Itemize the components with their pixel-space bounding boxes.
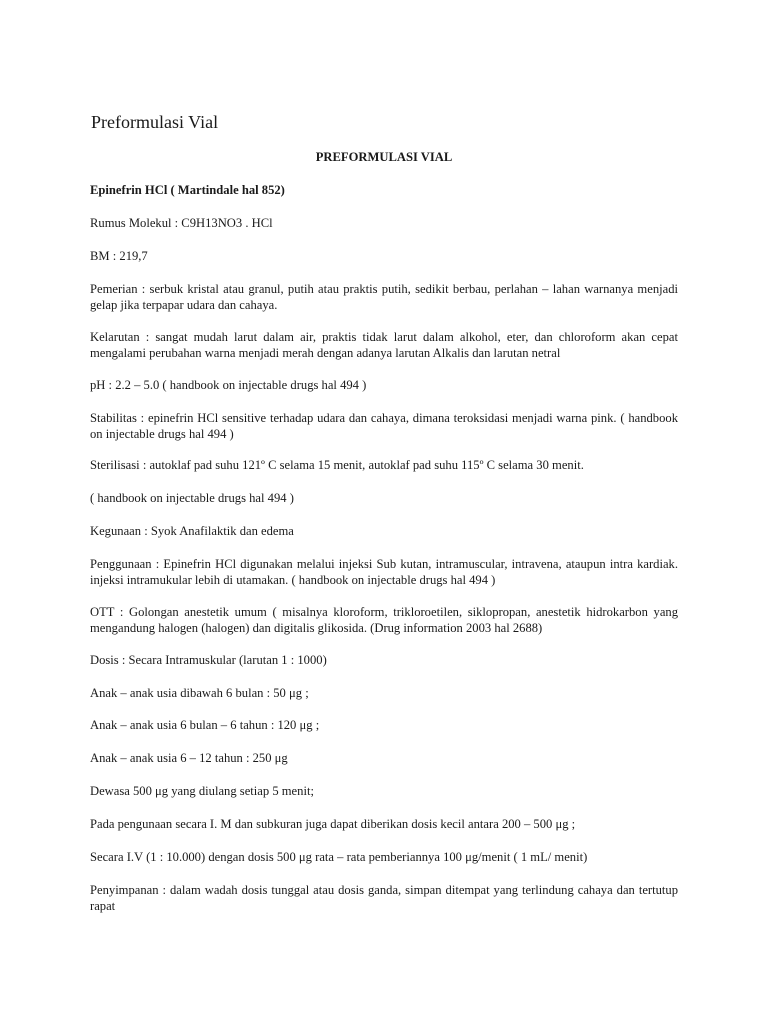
- dosis-dewasa: Dewasa 500 μg yang diulang setiap 5 menit;: [90, 784, 314, 798]
- kegunaan-paragraph: Kegunaan : Syok Anafilaktik dan edema: [90, 524, 294, 538]
- bm-paragraph: BM : 219,7: [90, 249, 148, 263]
- sterilisasi-paragraph: Sterilisasi : autoklaf pad suhu 121º C selama 15 menit, autoklaf pad suhu 115º C selama 30 menit.: [90, 458, 584, 472]
- drug-subheading: Epinefrin HCl ( Martindale hal 852): [90, 183, 285, 197]
- dosis-anak-6-months-6-years: Anak – anak usia 6 bulan – 6 tahun : 120 μg ;: [90, 718, 320, 732]
- penyimpanan-paragraph: Penyimpanan : dalam wadah dosis tunggal atau dosis ganda, simpan ditempat yang terlindung cahaya dan tertutup rapat: [90, 883, 678, 913]
- pemerian-paragraph: Pemerian : serbuk kristal atau granul, putih atau praktis putih, sedikit berbau, perlahan – lahan warnanya menjadi gelap jika terpapar udara dan cahaya.: [90, 282, 678, 312]
- dosis-anak-6-12-years: Anak – anak usia 6 – 12 tahun : 250 μg: [90, 751, 288, 765]
- document-title: Preformulasi Vial: [91, 112, 219, 132]
- kelarutan-paragraph: Kelarutan : sangat mudah larut dalam air, praktis tidak larut dalam alkohol, eter, dan chloroform akan cepat mengalami perubahan warna menjadi merah dengan adanya larutan Alkalis dan larutan netral: [90, 330, 678, 360]
- rumus-molekul-paragraph: Rumus Molekul : C9H13NO3 . HCl: [90, 216, 273, 230]
- dosis-paragraph: Dosis : Secara Intramuskular (larutan 1 : 1000): [90, 653, 327, 667]
- dosis-im-subkutan: Pada pengunaan secara I. M dan subkuran juga dapat diberikan dosis kecil antara 200 – 500 μg ;: [90, 817, 576, 831]
- ph-paragraph: pH : 2.2 – 5.0 ( handbook on injectable drugs hal 494 ): [90, 378, 367, 392]
- handbook-reference: ( handbook on injectable drugs hal 494 ): [90, 491, 294, 505]
- dosis-iv: Secara I.V (1 : 10.000) dengan dosis 500 μg rata – rata pemberiannya 100 μg/menit ( 1 mL/ menit): [90, 850, 588, 864]
- section-heading: PREFORMULASI VIAL: [315, 150, 453, 164]
- stabilitas-paragraph: Stabilitas : epinefrin HCl sensitive terhadap udara dan cahaya, dimana teroksidasi menjadi warna pink. ( handbook on injectable drugs hal 494 ): [90, 411, 678, 441]
- dosis-anak-under-6-months: Anak – anak usia dibawah 6 bulan : 50 μg ;: [90, 686, 309, 700]
- penggunaan-paragraph: Penggunaan : Epinefrin HCl digunakan melalui injeksi Sub kutan, intramuscular, intravena, ataupun intra kardiak. injeksi intramukular lebih di utamakan. ( handbook on injectable drugs hal 494 ): [90, 557, 678, 587]
- ott-paragraph: OTT : Golongan anestetik umum ( misalnya kloroform, trikloroetilen, siklopropan, anestetik hidrokarbon yang mengandung halogen (halogen) dan digitalis glikosida. (Drug information 2003 hal 2688): [90, 605, 678, 635]
